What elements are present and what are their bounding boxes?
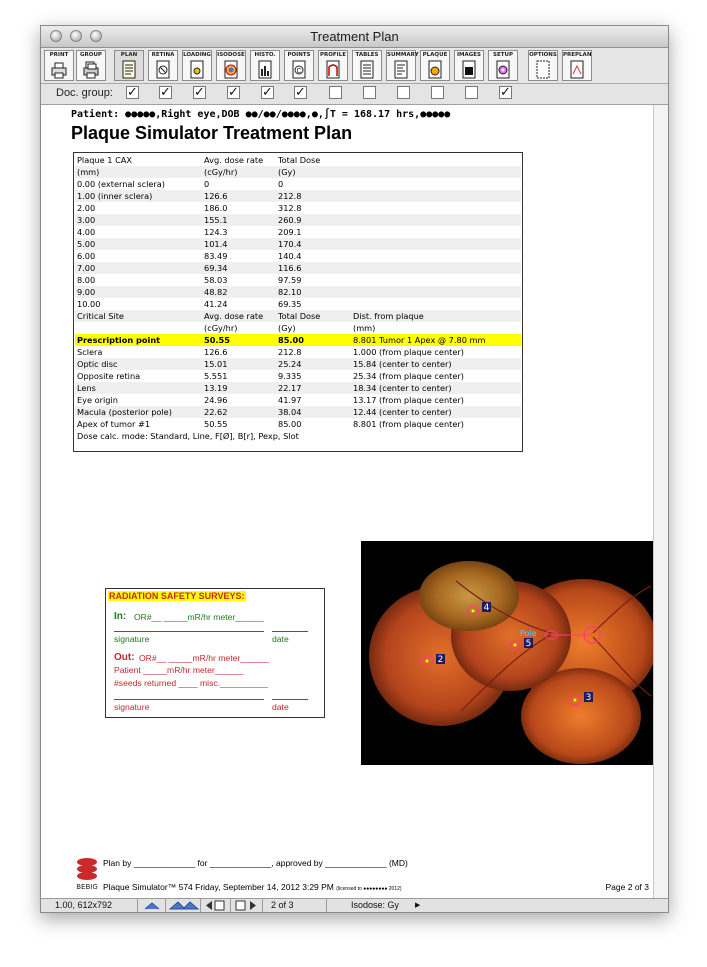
table-cell: 2.00 [77, 203, 96, 213]
critical-site-row [75, 418, 521, 430]
depth-row [75, 262, 521, 274]
table-cell: 24.96 [204, 395, 228, 405]
depth-row [75, 190, 521, 202]
in-line: OR#__ _____mR/hr meter______ [134, 612, 264, 622]
summary-button[interactable] [386, 50, 419, 81]
depth-row [75, 250, 521, 262]
table-cell: (cGy/hr) [204, 167, 238, 177]
doc-group-checkbox-5[interactable]: ✓ [262, 84, 273, 99]
summary-icon [393, 60, 409, 79]
double-mountain-icon [166, 899, 201, 912]
fundus-montage [361, 541, 653, 765]
setup-button-label: SETUP [493, 52, 513, 58]
doc-group-checkbox-7[interactable] [329, 86, 342, 99]
images-icon [461, 60, 477, 79]
table-cell: 58.03 [204, 275, 228, 285]
table-cell: Opposite retina [77, 371, 141, 381]
table-cell: 212.8 [278, 191, 302, 201]
seeds-returned-line: #seeds returned ____ misc.__________ [114, 678, 268, 688]
critical-site-row [75, 358, 521, 370]
table-cell: 9.00 [77, 287, 96, 297]
table-cell: 7.00 [77, 263, 96, 273]
table-cell: 13.19 [204, 383, 228, 393]
table-cell: 25.34 (from plaque center) [353, 371, 464, 381]
plaque-button[interactable] [420, 50, 450, 81]
table-cell: 6.00 [77, 251, 96, 261]
doc-group-checkbox-10[interactable] [431, 86, 444, 99]
plaque-button-label: PLAQUE [422, 52, 448, 58]
table-cell: 5.00 [77, 239, 96, 249]
preplan-icon [569, 60, 585, 79]
bebig-logo [74, 855, 100, 891]
table-cell: 116.6 [278, 263, 302, 273]
doc-group-checkbox-9[interactable] [397, 86, 410, 99]
critical-site-row [75, 382, 521, 394]
table-cell: 8.801 Tumor 1 Apex @ 7.80 mm [353, 335, 486, 345]
table-cell: 312.8 [278, 203, 302, 213]
product-text: Plaque Simulator™ 574 Friday, September 14, 2012 3:29 PM [103, 882, 334, 892]
table-cell: 8.00 [77, 275, 96, 285]
depth-row [75, 226, 521, 238]
doc-group-checkbox-11[interactable] [465, 86, 478, 99]
scroll-up-button[interactable] [138, 899, 166, 912]
plaque-icon [427, 60, 443, 79]
plan-document-icon [121, 60, 137, 79]
histo-button-label: HISTO. [254, 52, 276, 58]
histogram-icon [257, 60, 273, 79]
table-units-row [75, 166, 521, 178]
table-cell: 69.34 [204, 263, 228, 273]
prescription-point-row [75, 334, 521, 346]
page-title: Plaque Simulator Treatment Plan [71, 123, 353, 143]
table-cell: 4.00 [77, 227, 96, 237]
in-date-label: date [272, 634, 289, 644]
images-button-label: IMAGES [456, 52, 481, 58]
critical-site-row [75, 346, 521, 358]
plan-button[interactable] [114, 50, 144, 81]
window-title: Treatment Plan [310, 29, 399, 44]
setup-icon [495, 60, 511, 79]
out-date-rule [272, 699, 308, 700]
table-cell: 50.55 [204, 419, 228, 429]
profile-button[interactable] [318, 50, 348, 81]
out-label: Out: [114, 652, 135, 663]
points-icon [291, 60, 307, 79]
critical-header-row [75, 310, 521, 322]
dose-table [73, 152, 523, 452]
table-cell: Dist. from plaque [353, 311, 424, 321]
product-line [103, 882, 402, 892]
depth-row [75, 274, 521, 286]
printer-icon [51, 60, 67, 79]
table-cell: (Gy) [278, 167, 296, 177]
doc-group-label: Doc. group: [56, 87, 113, 99]
table-cell: (mm) [353, 323, 376, 333]
critical-site-row [75, 370, 521, 382]
table-cell: Total Dose [278, 155, 321, 165]
bebig-logo-text: BEBIG [76, 883, 98, 891]
plan-button-label: PLAN [120, 52, 138, 58]
depth-row [75, 202, 521, 214]
previous-page-button[interactable] [201, 899, 231, 912]
critical-site-row [75, 406, 521, 418]
table-cell: 155.1 [204, 215, 228, 225]
histogram-button[interactable] [250, 50, 280, 81]
options-icon [535, 60, 551, 79]
tables-icon [359, 60, 375, 79]
table-cell: Optic disc [77, 359, 118, 369]
table-cell: Apex of tumor #1 [77, 419, 151, 429]
zoom-readout: 1.00, 612x792 [41, 899, 138, 912]
table-cell: 0.00 (external sclera) [77, 179, 165, 189]
doc-group-checkbox-8[interactable] [363, 86, 376, 99]
profile-button-label: PROFILE [319, 52, 346, 58]
doc-group-checkbox-4[interactable]: ✓ [228, 84, 239, 99]
loading-button-label: LOADING [183, 52, 211, 58]
retina-button-label: RETINA [151, 52, 175, 58]
summary-button-label: SUMMARY [387, 52, 419, 58]
calc-mode-row [75, 430, 521, 442]
page-number: Page 2 of 3 [605, 882, 649, 892]
printer-group-icon [83, 60, 99, 79]
table-cell: Avg. dose rate [204, 155, 264, 165]
table-cell: 3.00 [77, 215, 96, 225]
loading-icon [189, 60, 205, 79]
out-signature-label: signature [114, 702, 150, 712]
points-button-label: POINTS [287, 52, 311, 58]
table-cell: 5.551 [204, 371, 228, 381]
depth-row [75, 286, 521, 298]
points-button[interactable] [284, 50, 314, 81]
depth-row [75, 214, 521, 226]
table-cell: (mm) [77, 167, 100, 177]
table-cell: Total Dose [278, 311, 321, 321]
fundus-photo [361, 541, 653, 765]
safety-title: RADIATION SAFETY SURVEYS: [109, 591, 245, 601]
plan-by-line: Plan by _____________ for _____________, approved by _____________ (MD) [103, 858, 408, 868]
options-button-label: OPTIONS [529, 52, 557, 58]
table-cell: 13.17 (from plaque center) [353, 395, 464, 405]
license-text: (licensed to ●●●●●●●● 2012) [336, 886, 402, 892]
table-cell: 85.00 [278, 419, 302, 429]
table-cell: 0 [204, 179, 210, 189]
table-cell: 48.82 [204, 287, 228, 297]
table-cell: 8.801 (from plaque center) [353, 419, 464, 429]
loading-button[interactable] [182, 50, 212, 81]
table-cell: 83.49 [204, 251, 228, 261]
table-cell: 15.01 [204, 359, 228, 369]
tables-button-label: TABLES [355, 52, 379, 58]
retina-button[interactable] [148, 50, 178, 81]
page-indicator: 2 of 3 [263, 899, 327, 912]
pole-label: Pole [520, 629, 537, 638]
doc-group-row [41, 84, 668, 105]
depth-row [75, 298, 521, 310]
patient-line: Patient: ●●●●●,Right eye,DOB ●●/●●/●●●●,●,∫T = 168.17 hrs,●●●●● [71, 109, 451, 120]
print-button[interactable] [44, 50, 74, 81]
table-cell: 69.35 [278, 299, 302, 309]
retina-icon [155, 60, 171, 79]
fundus-marker-2: 2 [437, 655, 444, 665]
out-signature-rule [114, 699, 264, 700]
out-line: OR#__ _____mR/hr meter______ [139, 653, 269, 663]
table-cell: 97.59 [278, 275, 302, 285]
document-page[interactable] [41, 105, 653, 898]
treatment-plan-window [40, 25, 669, 913]
doc-group-checkbox-3[interactable]: ✓ [194, 84, 205, 99]
doc-group-checkbox-12[interactable]: ✓ [500, 84, 511, 99]
in-label: In: [114, 611, 127, 622]
scroll-up-fast-button[interactable] [166, 899, 201, 912]
table-cell: 1.000 (from plaque center) [353, 347, 464, 357]
depth-row [75, 238, 521, 250]
isodose-unit-label: Isodose: Gy [351, 900, 400, 910]
table-cell: 0 [278, 179, 284, 189]
isodose-icon [223, 60, 239, 79]
table-cell: 12.44 (center to center) [353, 407, 452, 417]
prev-page-icon [203, 899, 229, 912]
depth-row [75, 178, 521, 190]
doc-group-checkbox-1[interactable]: ✓ [127, 84, 138, 99]
preplan-button-label: PREPLAN [563, 52, 592, 58]
table-cell: 126.6 [204, 347, 228, 357]
table-cell: 15.84 (center to center) [353, 359, 452, 369]
table-cell: 9.335 [278, 371, 302, 381]
radiation-safety-box [105, 588, 325, 718]
table-cell: 101.4 [204, 239, 228, 249]
table-cell: Plaque 1 CAX [77, 155, 132, 165]
isodose-button[interactable] [216, 50, 246, 81]
table-cell: Lens [77, 383, 96, 393]
isodose-button-label: ISODOSE [217, 52, 245, 58]
status-bar [41, 898, 668, 913]
in-date-rule [272, 631, 308, 632]
table-cell: 38.04 [278, 407, 302, 417]
table-cell: Critical Site [77, 311, 124, 321]
single-mountain-icon [138, 899, 166, 912]
profile-icon [325, 60, 341, 79]
calc-mode-text: Dose calc. mode: Standard, Line, F[Ø], B[r], Pexp, Slot [77, 431, 299, 441]
fundus-marker-5: 5 [525, 639, 532, 649]
critical-units-row [75, 322, 521, 334]
print-button-label: PRINT [49, 52, 69, 58]
table-cell: 170.4 [278, 239, 302, 249]
table-cell: 41.24 [204, 299, 228, 309]
table-cell: 18.34 (center to center) [353, 383, 452, 393]
table-cell: 25.24 [278, 359, 302, 369]
isodose-unit-menu[interactable] [327, 899, 427, 912]
doc-group-checkbox-2[interactable]: ✓ [160, 84, 171, 99]
table-cell: 140.4 [278, 251, 302, 261]
next-page-icon [233, 899, 261, 912]
in-signature-label: signature [114, 634, 150, 644]
table-cell: Eye origin [77, 395, 118, 405]
images-button[interactable] [454, 50, 484, 81]
table-cell: 212.8 [278, 347, 302, 357]
group-button-label: GROUP [80, 52, 102, 58]
table-cell: (Gy) [278, 323, 296, 333]
patient-survey-line: Patient _____mR/hr meter______ [114, 665, 244, 675]
table-cell: 186.0 [204, 203, 228, 213]
table-cell: 260.9 [278, 215, 302, 225]
group-print-button[interactable] [76, 50, 106, 81]
title-bar[interactable] [41, 26, 668, 48]
out-date-label: date [272, 702, 289, 712]
table-cell: 124.3 [204, 227, 228, 237]
table-cell: 1.00 (inner sclera) [77, 191, 153, 201]
table-cell: Prescription point [77, 335, 161, 345]
svg-text:C: C [296, 68, 302, 75]
critical-site-row [75, 394, 521, 406]
table-cell: 82.10 [278, 287, 302, 297]
doc-group-checkbox-6[interactable]: ✓ [295, 84, 306, 99]
table-cell: Macula (posterior pole) [77, 407, 172, 417]
table-cell: 50.55 [204, 335, 230, 345]
table-cell: Avg. dose rate [204, 311, 264, 321]
fundus-marker-4: 4 [483, 603, 490, 613]
table-cell: 85.00 [278, 335, 304, 345]
preplan-button[interactable] [562, 50, 592, 81]
table-header-row [75, 154, 521, 166]
table-cell: 22.62 [204, 407, 228, 417]
fundus-marker-3: 3 [585, 693, 592, 703]
table-cell: 209.1 [278, 227, 302, 237]
table-cell: 41.97 [278, 395, 302, 405]
chevron-right-icon: ▶ [415, 902, 421, 909]
options-button[interactable] [528, 50, 558, 81]
tables-button[interactable] [352, 50, 382, 81]
table-cell: 10.00 [77, 299, 101, 309]
table-cell: (cGy/hr) [204, 323, 238, 333]
in-signature-rule [114, 631, 264, 632]
vertical-scrollbar[interactable] [653, 105, 668, 898]
next-page-button[interactable] [231, 899, 263, 912]
table-cell: 126.6 [204, 191, 228, 201]
table-cell: Sclera [77, 347, 103, 357]
setup-button[interactable] [488, 50, 518, 81]
toolbar [41, 48, 668, 84]
table-cell: 22.17 [278, 383, 302, 393]
